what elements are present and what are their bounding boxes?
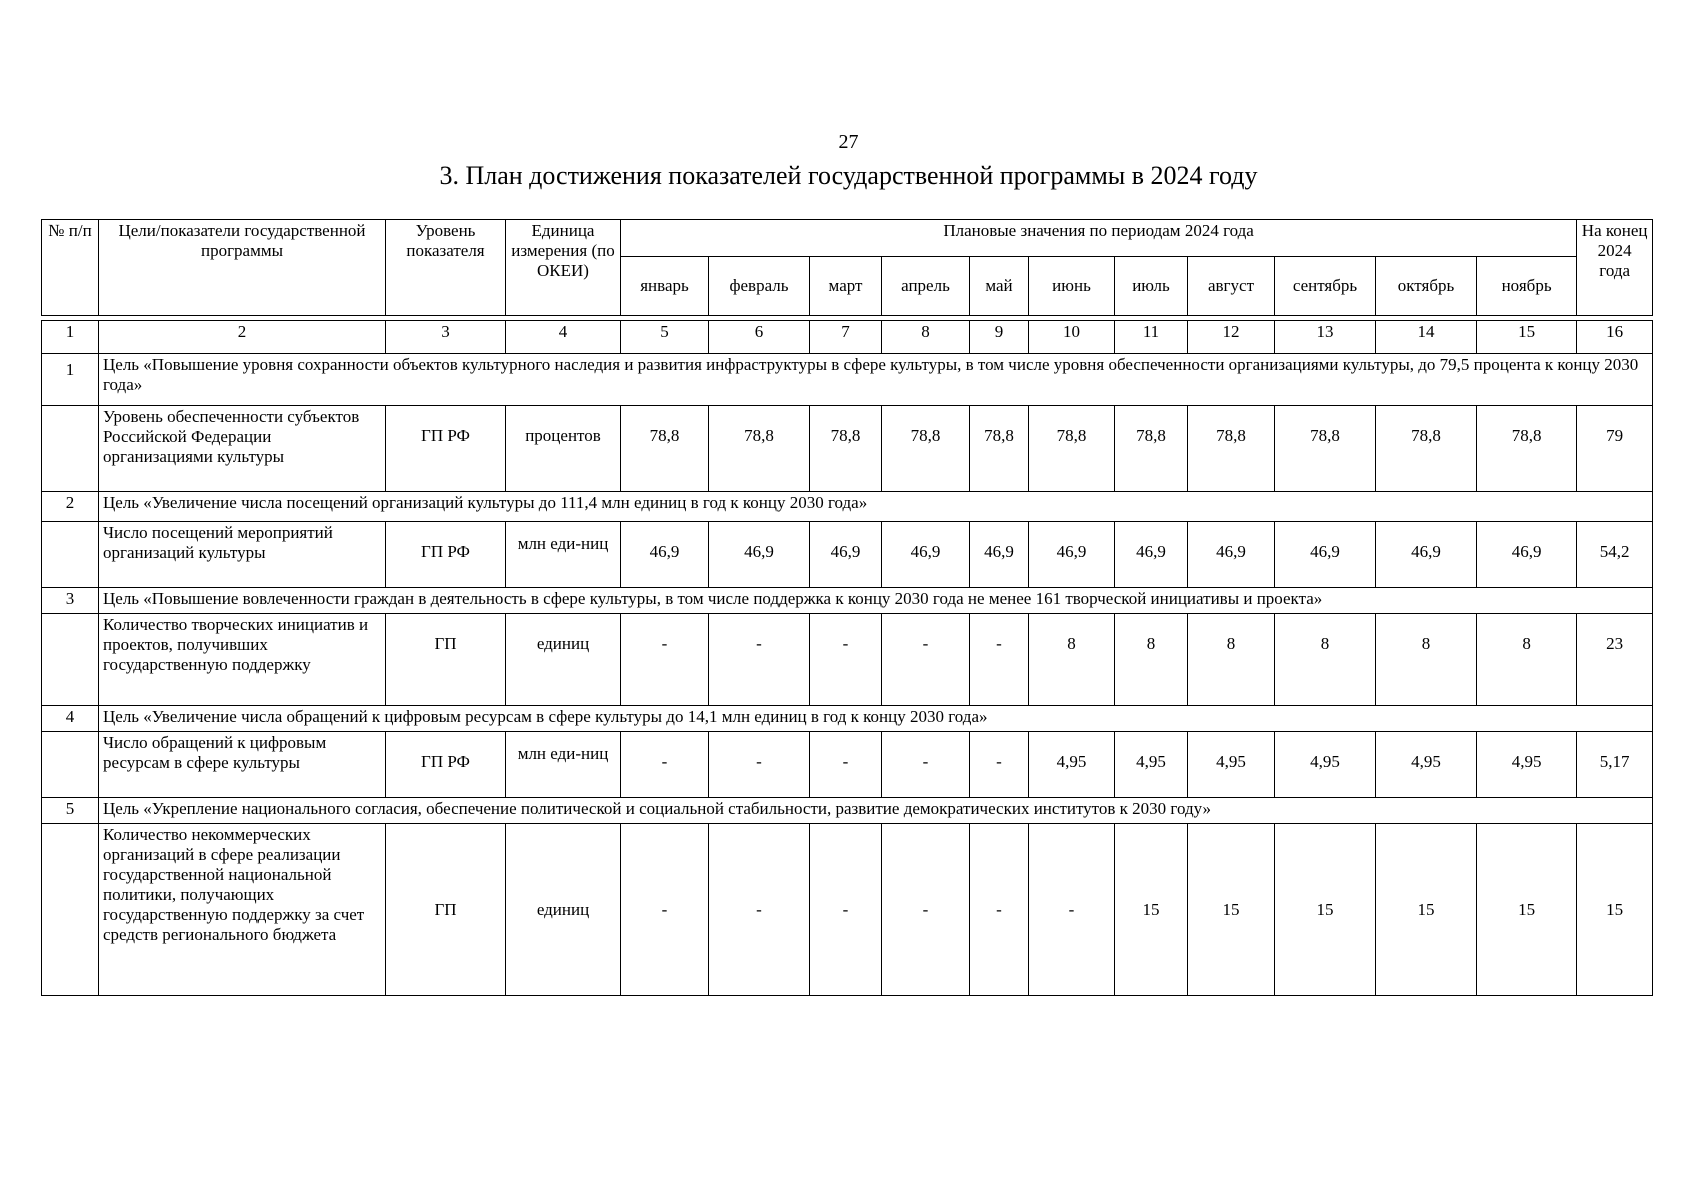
goal-text: Цель «Увеличение числа посещений организаций культуры до 111,4 млн единиц в год к концу 2030 года» — [99, 492, 1653, 522]
month-value: 15 — [1275, 824, 1376, 996]
month-value: - — [882, 824, 970, 996]
indicator-num-empty — [42, 614, 99, 706]
indicator-row — [42, 732, 1653, 798]
month-value: 15 — [1376, 824, 1477, 996]
end-value: 23 — [1577, 614, 1653, 706]
month-value: 78,8 — [1115, 406, 1188, 492]
indicator-level: ГП РФ — [386, 732, 506, 798]
goal-number: 2 — [42, 492, 99, 522]
header-month-3: март — [810, 257, 882, 316]
month-value: 46,9 — [810, 522, 882, 588]
plan-table — [41, 219, 1653, 996]
indicator-level: ГП РФ — [386, 406, 506, 492]
end-value: 15 — [1577, 824, 1653, 996]
month-value: - — [709, 824, 810, 996]
indicator-row — [42, 522, 1653, 588]
month-value: - — [621, 824, 709, 996]
table-header — [42, 220, 1653, 316]
month-value: 78,8 — [709, 406, 810, 492]
indicator-num-empty — [42, 824, 99, 996]
month-value: - — [810, 824, 882, 996]
month-value: 78,8 — [621, 406, 709, 492]
indicator-level: ГП РФ — [386, 522, 506, 588]
month-value: - — [621, 614, 709, 706]
header-month-6: июнь — [1029, 257, 1115, 316]
column-number: 4 — [506, 321, 621, 354]
column-numbers-row — [42, 321, 1653, 354]
header-goals: Цели/показатели государственной программы — [99, 220, 386, 316]
end-value: 5,17 — [1577, 732, 1653, 798]
column-number: 15 — [1477, 321, 1577, 354]
indicator-num-empty — [42, 522, 99, 588]
month-value: 15 — [1477, 824, 1577, 996]
month-value: 78,8 — [970, 406, 1029, 492]
goal-text: Цель «Повышение уровня сохранности объектов культурного наследия и развития инфраструктуры в сфере культуры, в том числе уровня обеспеченности организациями культуры, до 79,5 процента к концу 2030 года» — [99, 354, 1653, 406]
indicator-unit: млн еди-ниц — [506, 732, 621, 798]
page-number: 27 — [838, 131, 859, 153]
month-value: 4,95 — [1188, 732, 1275, 798]
indicator-unit: единиц — [506, 614, 621, 706]
column-number: 9 — [970, 321, 1029, 354]
indicator-name: Количество творческих инициатив и проектов, получивших государственную поддержку — [99, 614, 386, 706]
goal-row — [42, 706, 1653, 732]
month-value: 8 — [1029, 614, 1115, 706]
month-value: 8 — [1188, 614, 1275, 706]
goal-text: Цель «Повышение вовлеченности граждан в деятельность в сфере культуры, в том числе поддержка к концу 2030 года не менее 161 творческой инициативы и проекта» — [99, 588, 1653, 614]
goal-number: 5 — [42, 798, 99, 824]
indicator-level: ГП — [386, 824, 506, 996]
indicator-name: Число обращений к цифровым ресурсам в сфере культуры — [99, 732, 386, 798]
month-value: 78,8 — [810, 406, 882, 492]
month-value: 46,9 — [621, 522, 709, 588]
goal-text: Цель «Увеличение числа обращений к цифровым ресурсам в сфере культуры до 14,1 млн единиц в год к концу 2030 года» — [99, 706, 1653, 732]
month-value: - — [709, 614, 810, 706]
month-value: - — [709, 732, 810, 798]
header-planned: Плановые значения по периодам 2024 года — [621, 220, 1577, 257]
indicator-num-empty — [42, 732, 99, 798]
page-title: 3. План достижения показателей государственной программы в 2024 году — [439, 161, 1258, 190]
header-month-10: октябрь — [1376, 257, 1477, 316]
month-value: 15 — [1115, 824, 1188, 996]
month-value: - — [970, 732, 1029, 798]
goal-number: 3 — [42, 588, 99, 614]
month-value: 8 — [1275, 614, 1376, 706]
indicator-row — [42, 614, 1653, 706]
month-value: 46,9 — [1477, 522, 1577, 588]
month-value: 46,9 — [1115, 522, 1188, 588]
column-number: 11 — [1115, 321, 1188, 354]
month-value: 78,8 — [1376, 406, 1477, 492]
indicator-unit: млн еди-ниц — [506, 522, 621, 588]
month-value: - — [882, 732, 970, 798]
month-value: - — [810, 732, 882, 798]
column-number: 3 — [386, 321, 506, 354]
column-number: 2 — [99, 321, 386, 354]
column-number: 16 — [1577, 321, 1653, 354]
month-value: 4,95 — [1115, 732, 1188, 798]
goal-row — [42, 354, 1653, 406]
month-value: 46,9 — [709, 522, 810, 588]
header-level: Уровень показателя — [386, 220, 506, 316]
header-month-7: июль — [1115, 257, 1188, 316]
column-number: 6 — [709, 321, 810, 354]
goal-number: 4 — [42, 706, 99, 732]
column-number: 12 — [1188, 321, 1275, 354]
goal-text: Цель «Укрепление национального согласия, обеспечение политической и социальной стабильности, развитие демократических институтов к 2030 году» — [99, 798, 1653, 824]
indicator-level: ГП — [386, 614, 506, 706]
month-value: 8 — [1376, 614, 1477, 706]
header-month-5: май — [970, 257, 1029, 316]
column-number: 13 — [1275, 321, 1376, 354]
column-number: 8 — [882, 321, 970, 354]
goal-row — [42, 798, 1653, 824]
month-value: 4,95 — [1477, 732, 1577, 798]
month-value: 46,9 — [1029, 522, 1115, 588]
month-value: 78,8 — [1188, 406, 1275, 492]
indicator-unit: единиц — [506, 824, 621, 996]
end-value: 79 — [1577, 406, 1653, 492]
header-month-2: февраль — [709, 257, 810, 316]
table-body — [42, 316, 1653, 996]
month-value: - — [970, 824, 1029, 996]
month-value: 4,95 — [1029, 732, 1115, 798]
month-value: 46,9 — [1275, 522, 1376, 588]
month-value: 8 — [1115, 614, 1188, 706]
column-number: 7 — [810, 321, 882, 354]
indicator-name: Количество некоммерческих организаций в сфере реализации государственной национальной политики, получающих государственную поддержку за счет средств регионального бюджета — [99, 824, 386, 996]
indicator-unit: процентов — [506, 406, 621, 492]
goal-row — [42, 492, 1653, 522]
header-num: № п/п — [42, 220, 99, 316]
goal-row — [42, 588, 1653, 614]
month-value: 4,95 — [1275, 732, 1376, 798]
month-value: 15 — [1188, 824, 1275, 996]
header-end: На конец 2024 года — [1577, 220, 1653, 316]
column-number: 14 — [1376, 321, 1477, 354]
month-value: - — [621, 732, 709, 798]
month-value: 46,9 — [1188, 522, 1275, 588]
month-value: 78,8 — [1029, 406, 1115, 492]
month-value: 78,8 — [1477, 406, 1577, 492]
header-month-9: сентябрь — [1275, 257, 1376, 316]
column-number: 10 — [1029, 321, 1115, 354]
month-value: - — [970, 614, 1029, 706]
month-value: 8 — [1477, 614, 1577, 706]
header-month-4: апрель — [882, 257, 970, 316]
indicator-row — [42, 406, 1653, 492]
goal-number: 1 — [42, 354, 99, 406]
header-unit: Единица измерения (по ОКЕИ) — [506, 220, 621, 316]
column-number: 5 — [621, 321, 709, 354]
column-number: 1 — [42, 321, 99, 354]
indicator-num-empty — [42, 406, 99, 492]
month-value: - — [1029, 824, 1115, 996]
month-value: 4,95 — [1376, 732, 1477, 798]
indicator-name: Число посещений мероприятий организаций культуры — [99, 522, 386, 588]
month-value: - — [882, 614, 970, 706]
month-value: - — [810, 614, 882, 706]
month-value: 46,9 — [970, 522, 1029, 588]
month-value: 78,8 — [882, 406, 970, 492]
indicator-row — [42, 824, 1653, 996]
month-value: 78,8 — [1275, 406, 1376, 492]
end-value: 54,2 — [1577, 522, 1653, 588]
month-value: 46,9 — [1376, 522, 1477, 588]
header-month-1: январь — [621, 257, 709, 316]
header-month-8: август — [1188, 257, 1275, 316]
indicator-name: Уровень обеспеченности субъектов Российской Федерации организациями культуры — [99, 406, 386, 492]
month-value: 46,9 — [882, 522, 970, 588]
header-month-11: ноябрь — [1477, 257, 1577, 316]
